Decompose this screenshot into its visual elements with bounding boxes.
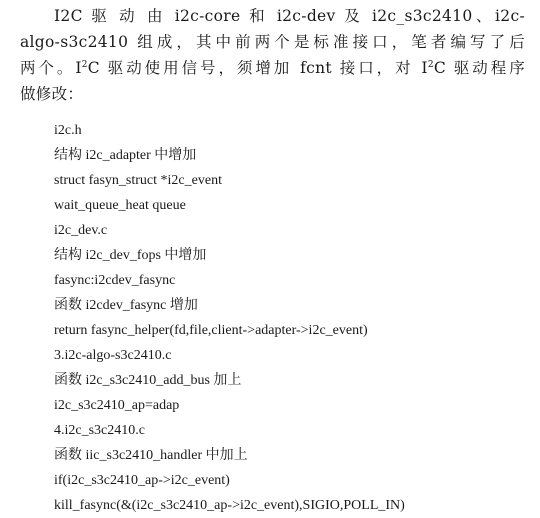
code-line: return fasync_helper(fd,file,client->adapter->i2c_event) (54, 323, 368, 338)
code-line: kill_fasync(&(i2c_s3c2410_ap->i2c_event),SIGIO,POLL_IN) (54, 498, 405, 513)
superscript-2: 2 (81, 60, 88, 70)
paragraph-line-1: I2C 驱 动 由 i2c-core 和 i2c-dev 及 i2c_s3c2410、i2c- (54, 7, 525, 25)
paragraph-line-3 (20, 55, 525, 81)
code-line: wait_queue_heat queue (54, 198, 186, 213)
superscript-2b: 2 (427, 60, 434, 70)
code-listing (54, 118, 534, 518)
code-line: 函数 i2c_s3c2410_add_bus 加上 (54, 373, 242, 388)
code-line: fasync:i2cdev_fasync (54, 273, 176, 288)
paragraph-line-3-part-c: C 驱动程序 (433, 59, 525, 77)
code-line: if(i2c_s3c2410_ap->i2c_event) (54, 473, 230, 488)
paragraph-line-3-part-a: 两个。I (20, 59, 82, 77)
code-line: 函数 i2cdev_fasync 增加 (54, 298, 198, 313)
code-line: 结构 i2c_dev_fops 中增加 (54, 248, 207, 263)
code-line: 3.i2c-algo-s3c2410.c (54, 348, 172, 363)
code-line: i2c_dev.c (54, 223, 108, 238)
code-line: 结构 i2c_adapter 中增加 (54, 148, 197, 163)
intro-paragraph (20, 3, 525, 107)
paragraph-line-4: 做修改： (20, 85, 84, 103)
code-line: i2c.h (54, 123, 82, 138)
code-line: 函数 iic_s3c2410_handler 中加上 (54, 448, 248, 463)
code-line: 4.i2c_s3c2410.c (54, 423, 145, 438)
code-line: struct fasyn_struct *i2c_event (54, 173, 222, 188)
code-line: i2c_s3c2410_ap=adap (54, 398, 180, 413)
paragraph-line-3-part-b: C 驱动使用信号，须增加 fcnt 接口，对 I (87, 59, 428, 77)
paragraph-line-2: algo-s3c2410 组成，其中前两个是标准接口，笔者编写了后 (20, 33, 525, 51)
